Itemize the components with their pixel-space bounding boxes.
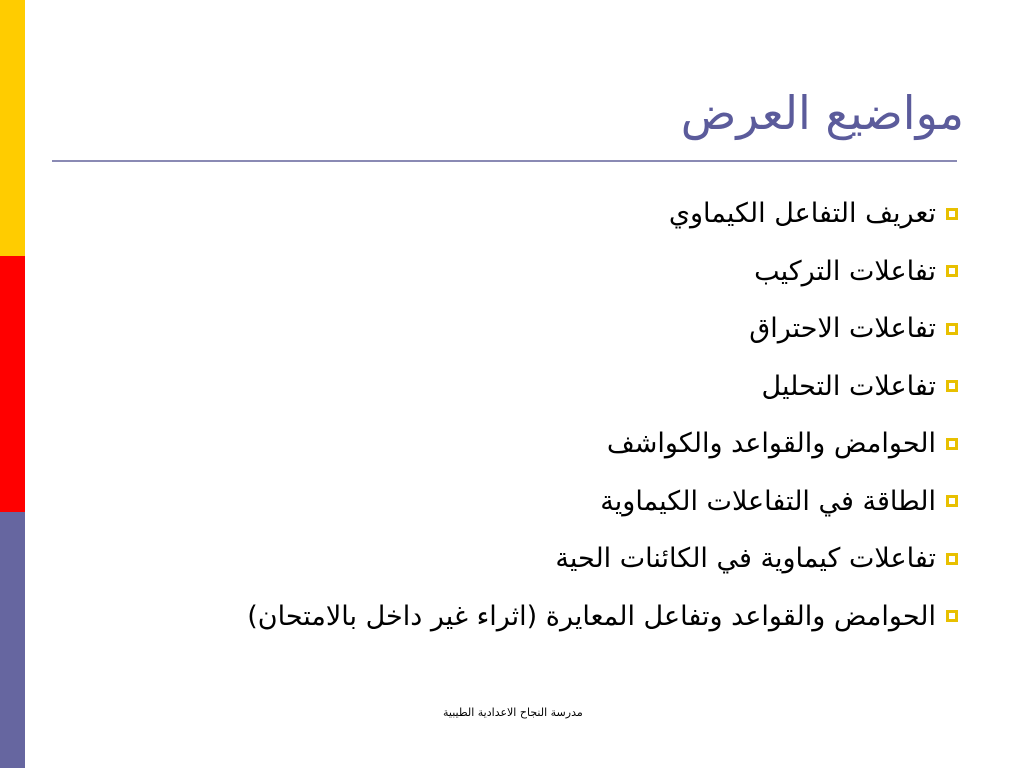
side-bar-red-segment <box>0 256 25 512</box>
square-bullet-icon <box>946 553 958 565</box>
square-bullet-icon <box>946 438 958 450</box>
list-item <box>247 530 958 588</box>
list-item-text: تفاعلات الاحتراق <box>749 313 936 345</box>
list-item <box>247 358 958 416</box>
list-item-text: تفاعلات التركيب <box>754 255 936 287</box>
square-bullet-icon <box>946 208 958 220</box>
list-item-text: تفاعلات التحليل <box>761 370 936 402</box>
list-item <box>247 588 958 646</box>
square-bullet-icon <box>946 323 958 335</box>
list-item-text: الطاقة في التفاعلات الكيماوية <box>600 485 936 517</box>
list-item <box>247 415 958 473</box>
list-item <box>247 243 958 301</box>
list-item <box>247 473 958 531</box>
square-bullet-icon <box>946 495 958 507</box>
square-bullet-icon <box>946 380 958 392</box>
title-divider <box>52 160 957 162</box>
side-bar-purple-segment <box>0 512 25 768</box>
square-bullet-icon <box>946 265 958 277</box>
list-item-text: تفاعلات كيماوية في الكائنات الحية <box>555 543 936 575</box>
square-bullet-icon <box>946 610 958 622</box>
list-item-text: الحوامض والقواعد وتفاعل المعايرة (اثراء غير داخل بالامتحان) <box>247 600 936 632</box>
list-item <box>247 300 958 358</box>
slide-title: مواضيع العرض <box>680 86 964 140</box>
slide-footer: مدرسة النجاح الاعدادية الطيبية <box>443 706 583 719</box>
topic-list <box>247 185 958 645</box>
list-item-text: تعريف التفاعل الكيماوي <box>668 198 936 230</box>
list-item <box>247 185 958 243</box>
list-item-text: الحوامض والقواعد والكواشف <box>606 428 936 460</box>
side-color-bar <box>0 0 25 768</box>
side-bar-yellow-segment <box>0 0 25 256</box>
